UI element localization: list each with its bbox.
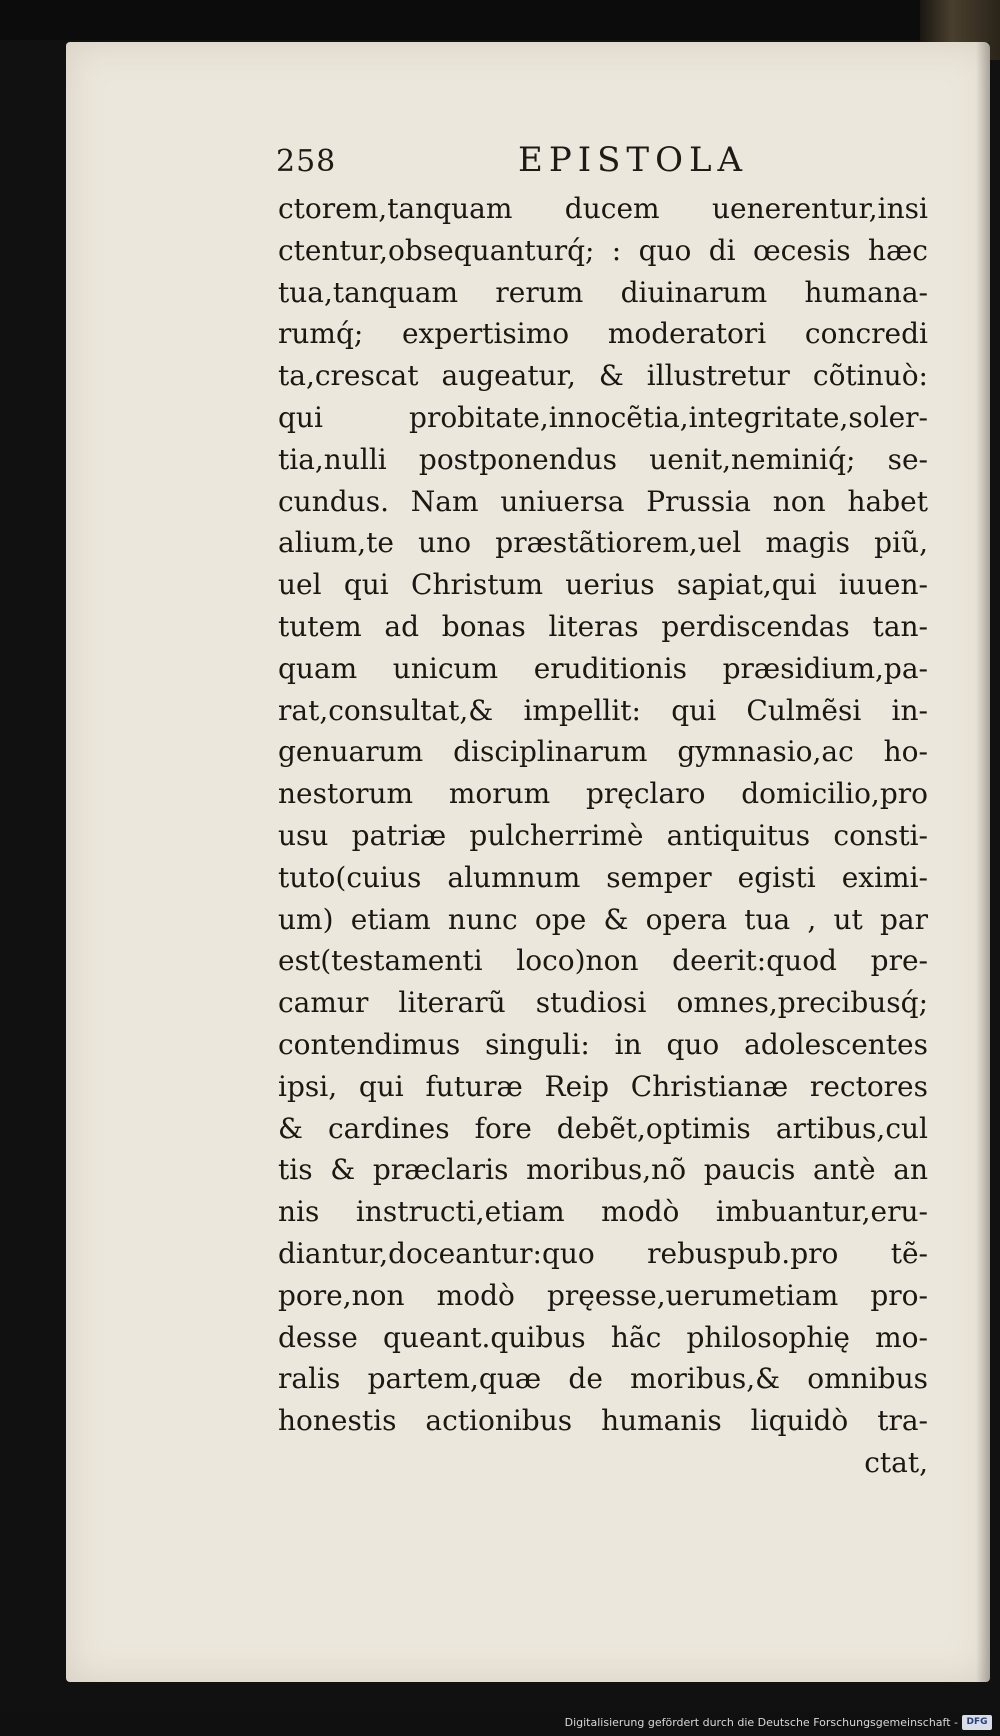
page-gutter-shadow [976,42,990,1682]
text-line: cundus. Nam uniuersa Prussia non habet [278,484,928,518]
text-line: ctorem,tanquam ducem uenerentur,insi [278,192,928,225]
text-line: ralis partem,quæ de moribus,& omnibus [278,1362,928,1396]
text-line: ctentur,obsequanturq́; : quo di œcesis hæc [278,233,928,267]
text-line: um) etiam nunc ope & opera tua , ut par [278,902,928,936]
text-line: nis instructi,etiam modò imbuantur,eru- [278,1195,928,1229]
text-line: rumq́; expertisimo moderatori concredi [278,317,928,351]
running-head: EPISTOLA [518,140,749,180]
dfg-logo: DFG [962,1715,992,1730]
scan-top-edge [0,0,1000,40]
text-line: tua,tanquam rerum diuinarum humana- [278,275,928,309]
text-line: rat,consultat,& impellit: qui Culmẽsi in- [278,693,928,727]
digitization-credit: Digitalisierung gefördert durch die Deutsche Forschungsgemeinschaft - [564,1716,958,1729]
text-line: quam unicum eruditionis præsidium,pa- [278,651,928,685]
text-line: alium,te uno præstãtiorem,uel magis piũ, [278,526,928,560]
catchword: ctat, [864,1445,928,1479]
text-line: nestorum morum pręclaro domicilio,pro [278,777,928,811]
text-line: qui probitate,innocẽtia,integritate,soler- [278,400,928,434]
text-line: tia,nulli postponendus uenit,neminiq́; se- [278,442,928,476]
text-line: est(testamenti loco)non deerit:quod pre- [278,944,928,978]
text-line: tis & præclaris moribus,nõ paucis antè an [278,1153,928,1187]
text-line: usu patriæ pulcherrimè antiquitus consti- [278,818,928,852]
text-line: tutem ad bonas literas perdiscendas tan- [278,609,928,643]
text-line: contendimus singuli: in quo adolescentes [278,1027,928,1061]
text-line: pore,non modò pręesse,uerumetiam pro- [278,1278,928,1312]
text-line: diantur,doceantur:quo rebuspub.pro tẽ- [278,1236,928,1270]
page-header [276,140,796,190]
text-line: ta,crescat augeatur, & illustretur cõtinuò: [278,359,928,393]
body-text [278,188,928,1484]
text-line: & cardines fore debẽt,optimis artibus,cul [278,1111,928,1145]
text-line: uel qui Christum uerius sapiat,qui iuuen- [278,568,928,602]
text-line: genuarum disciplinarum gymnasio,ac ho- [278,735,928,769]
text-line: camur literarũ studiosi omnes,precibusq́; [278,986,928,1020]
text-line: ipsi, qui futuræ Reip Christianæ rectores [278,1069,928,1103]
text-line: desse queant.quibus hãc philosophię mo- [278,1320,928,1354]
text-line: honestis actionibus humanis liquidò tra- [278,1404,928,1438]
page-number: 258 [276,144,337,179]
text-line: tuto(cuius alumnum semper egisti eximi- [278,860,928,894]
